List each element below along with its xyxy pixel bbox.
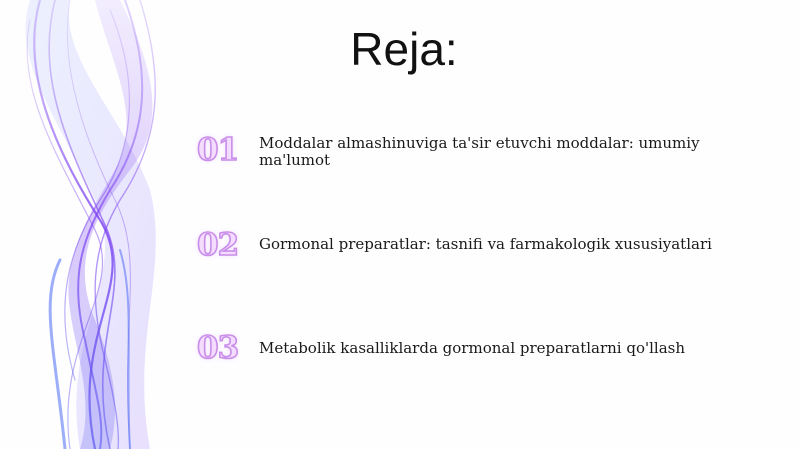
item-text-1: Moddalar almashinuviga ta'sir etuvchi moddalar: umumiy ma'lumot — [259, 134, 700, 169]
slide-title-text: Reja: — [350, 23, 458, 75]
list-item-1 — [197, 132, 757, 192]
list-item-3 — [197, 330, 757, 390]
slide-title — [0, 22, 800, 76]
item-text-3: Metabolik kasalliklarda gormonal preparatlarni qo'llash — [259, 339, 686, 357]
item-number-3: 03 — [197, 330, 239, 366]
item-text-2: Gormonal preparatlar: tasnifi va farmakologik xususiyatlari — [259, 235, 712, 253]
item-number-2: 02 — [197, 227, 239, 263]
item-number-1: 01 — [197, 132, 239, 168]
list-item-2 — [197, 227, 757, 287]
